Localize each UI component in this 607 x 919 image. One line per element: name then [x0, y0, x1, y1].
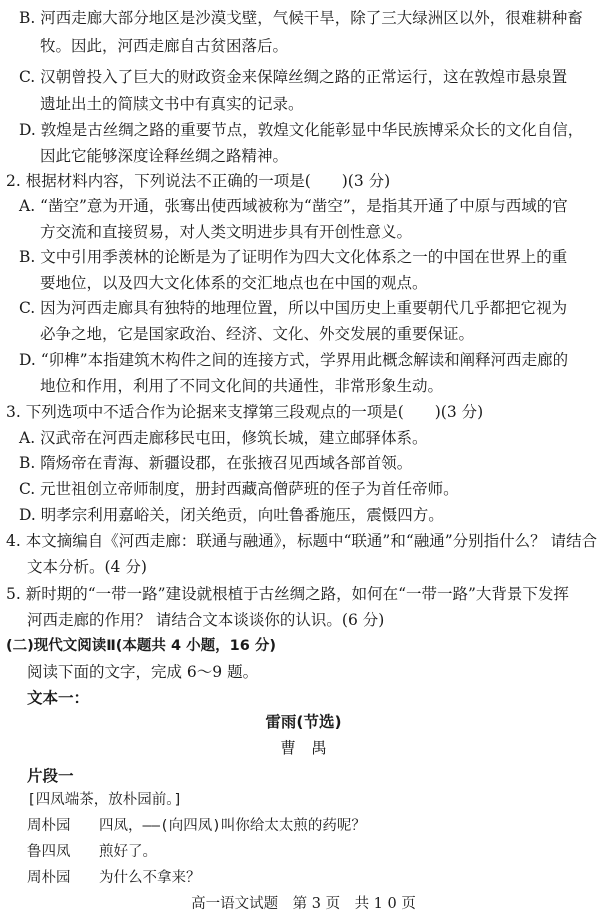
text-one-label: 文本一： — [27, 689, 90, 707]
q2-option-d-line1: D. “卯榫”本指建筑木构件之间的连接方式，学界用此概念解读和阐释河西走廊的 — [19, 351, 569, 369]
q1-option-d-line2: 因此它能够深度诠释丝绸之路精神。 — [40, 147, 289, 165]
q3-option-d: D. 明孝宗利用嘉峪关，闭关绝贡，向吐鲁番施压，震慑四方。 — [19, 506, 444, 524]
q2-option-a-line1: A. “凿空”意为开通，张骞出使西域被称为“凿空”，是指其开通了中原与西域的官 — [19, 197, 568, 215]
dialogue-speaker: 周朴园 — [27, 870, 71, 886]
q2-option-b-line1: B. 文中引用季羡林的论断是为了证明作为四大文化体系之一的中国在世界上的重 — [19, 248, 568, 266]
q2-option-c-line1: C. 因为河西走廊具有独特的地理位置，所以中国历史上重要朝代几乎都把它视为 — [19, 299, 568, 317]
q1-option-b-line2: 牧。因此，河西走廊自古贫困落后。 — [40, 37, 289, 55]
play-title: 雷雨(节选) — [265, 713, 342, 731]
q5-line1: 5. 新时期的“一带一路”建设就根植于古丝绸之路，如何在“一带一路”大背景下发挥 — [6, 585, 569, 603]
q4-line2: 文本分析。(4 分) — [27, 558, 147, 576]
fragment-label: 片段一 — [27, 767, 74, 785]
q1-option-d-line1: D. 敦煌是古丝绸之路的重要节点，敦煌文化能彰显中华民族博采众长的文化自信， — [19, 121, 584, 139]
q3-option-a: A. 汉武帝在河西走廊移民屯田，修筑长城，建立邮驿体系。 — [19, 429, 428, 447]
section-instruction: 阅读下面的文字，完成 6～9 题。 — [27, 663, 259, 681]
page-footer: 高一语文试题 第 3 页 共 1 0 页 — [191, 896, 416, 912]
q2-option-d-line2: 地位和作用，利用了不同文化间的共通性，非常形象生动。 — [40, 377, 444, 395]
q2-option-b-line2: 要地位，以及四大文化体系的交汇地点也在中国的观点。 — [40, 274, 428, 292]
dialogue-text: 四凤，——(向四凤)叫你给太太煎的药呢？ — [99, 818, 366, 834]
dialogue-text: 为什么不拿来？ — [99, 870, 201, 886]
q2-option-a-line2: 方交流和直接贸易，对人类文明进步具有开创性意义。 — [40, 223, 413, 241]
q1-option-c-line2: 遗址出土的简牍文书中有真实的记录。 — [40, 95, 304, 113]
q3-option-b: B. 隋炀帝在青海、新疆设郡，在张掖召见西域各部首领。 — [19, 454, 413, 472]
dialogue-speaker: 周朴园 — [27, 818, 71, 834]
section-heading: (二)现代文阅读Ⅱ(本题共 4 小题，16 分) — [6, 638, 276, 654]
play-author: 曹 禺 — [280, 739, 327, 757]
q5-line2: 河西走廊的作用？ 请结合文本谈谈你的认识。(6 分) — [27, 611, 385, 629]
q4-line1: 4. 本文摘编自《河西走廊：联通与融通》，标题中“联通”和“融通”分别指什么？ 请结合 — [6, 532, 598, 550]
q2-stem: 2. 根据材料内容，下列说法不正确的一项是( )(3 分) — [6, 172, 391, 190]
dialogue-speaker: 鲁四凤 — [27, 844, 71, 860]
q3-option-c: C. 元世祖创立帝师制度，册封西藏高僧萨班的侄子为首任帝师。 — [19, 480, 459, 498]
q2-option-c-line2: 必争之地，它是国家政治、经济、文化、外交发展的重要保证。 — [40, 325, 475, 343]
dialogue-text: 煎好了。 — [99, 844, 157, 860]
stage-direction: [四凤端茶，放朴园前。] — [27, 792, 183, 808]
q1-option-c-line1: C. 汉朝曾投入了巨大的财政资金来保障丝绸之路的正常运行，这在敦煌市悬泉置 — [19, 68, 568, 86]
q3-stem: 3. 下列选项中不适合作为论据来支撑第三段观点的一项是( )(3 分) — [6, 403, 484, 421]
q1-option-b-line1: B. 河西走廊大部分地区是沙漠戈壁，气候干旱，除了三大绿洲区以外，很难耕种畜 — [19, 9, 583, 27]
